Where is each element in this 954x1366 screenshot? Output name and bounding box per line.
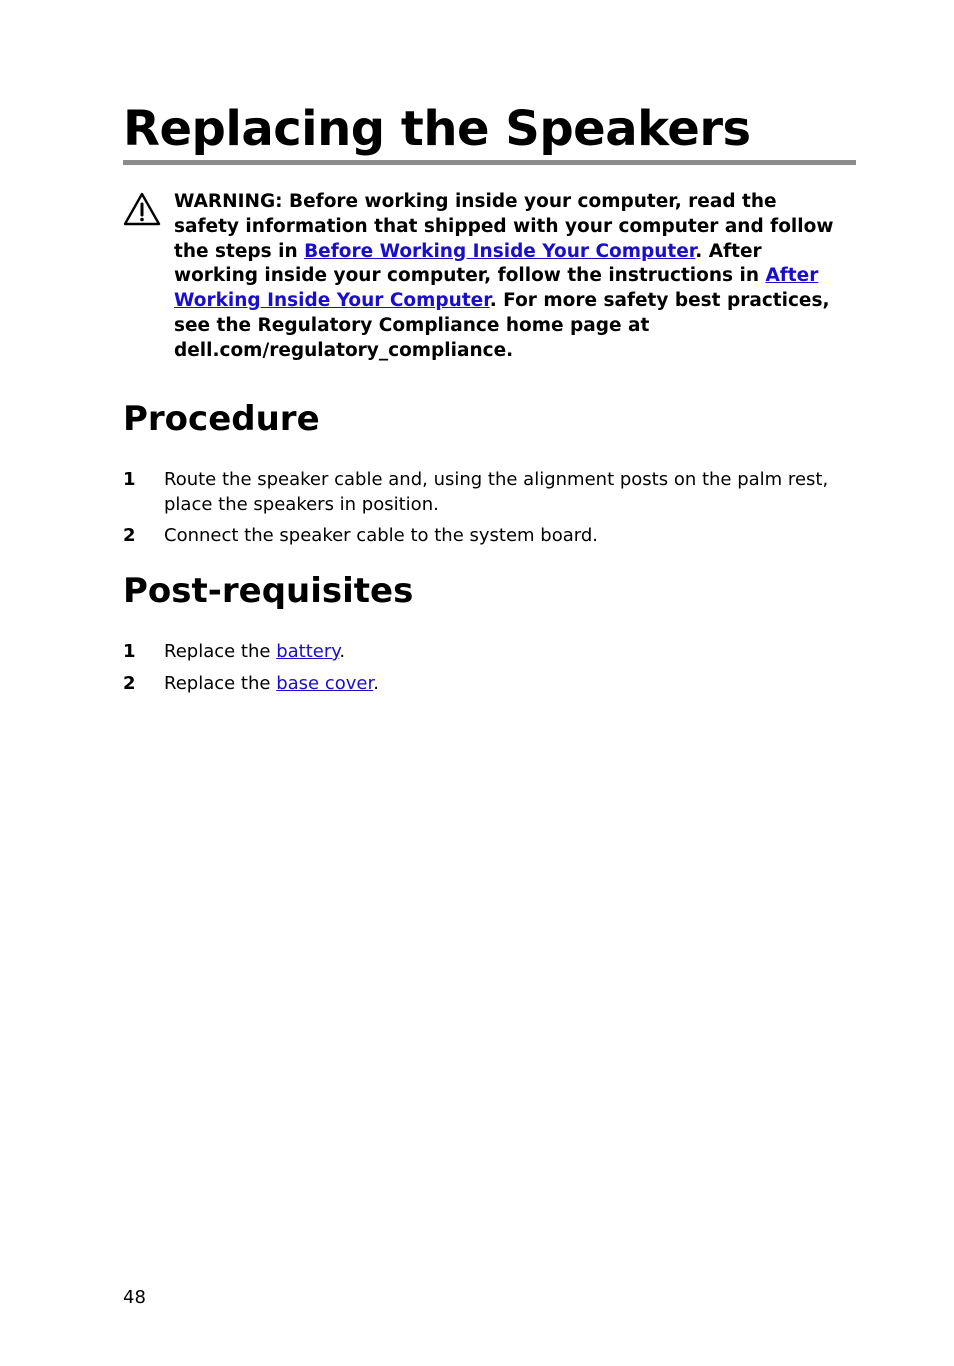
- step-number: 1: [123, 469, 136, 490]
- step-text: [164, 671, 864, 696]
- warning-text-part-3: . For more safety best practices, see the Regulatory Compliance home page at dell.com/regulatory_compliance.: [174, 290, 830, 361]
- step-number: 2: [123, 673, 136, 694]
- title-underline-rule: [123, 160, 856, 165]
- after-working-link[interactable]: After Working Inside Your Computer: [174, 265, 819, 312]
- warning-text: [174, 190, 846, 364]
- page-title: Replacing the Speakers: [123, 101, 751, 157]
- step-suffix: .: [373, 673, 379, 694]
- step-text: [164, 639, 864, 664]
- step-number: 2: [123, 525, 136, 546]
- step-prefix: Replace the: [164, 673, 277, 694]
- step-prefix: Replace the: [164, 641, 277, 662]
- page-number: 48: [123, 1287, 146, 1308]
- step-suffix: .: [339, 641, 346, 662]
- warning-text-part-1: WARNING: Before working inside your computer, read the safety information that shipped with your computer and follow the steps in: [174, 191, 834, 262]
- step-number: 1: [123, 641, 136, 662]
- post-requisites-heading: Post-requisites: [123, 571, 414, 611]
- before-working-link[interactable]: Before Working Inside Your Computer: [304, 240, 696, 262]
- warning-text-part-2: . After working inside your computer, follow the instructions in: [174, 240, 766, 287]
- step-text: Route the speaker cable and, using the alignment posts on the palm rest, place the speakers in position.: [164, 469, 829, 515]
- warning-triangle-icon: [123, 192, 161, 226]
- procedure-heading: Procedure: [123, 399, 320, 439]
- battery-link[interactable]: battery: [276, 641, 340, 662]
- step-text: Connect the speaker cable to the system board.: [164, 525, 598, 546]
- base-cover-link[interactable]: base cover: [276, 673, 374, 694]
